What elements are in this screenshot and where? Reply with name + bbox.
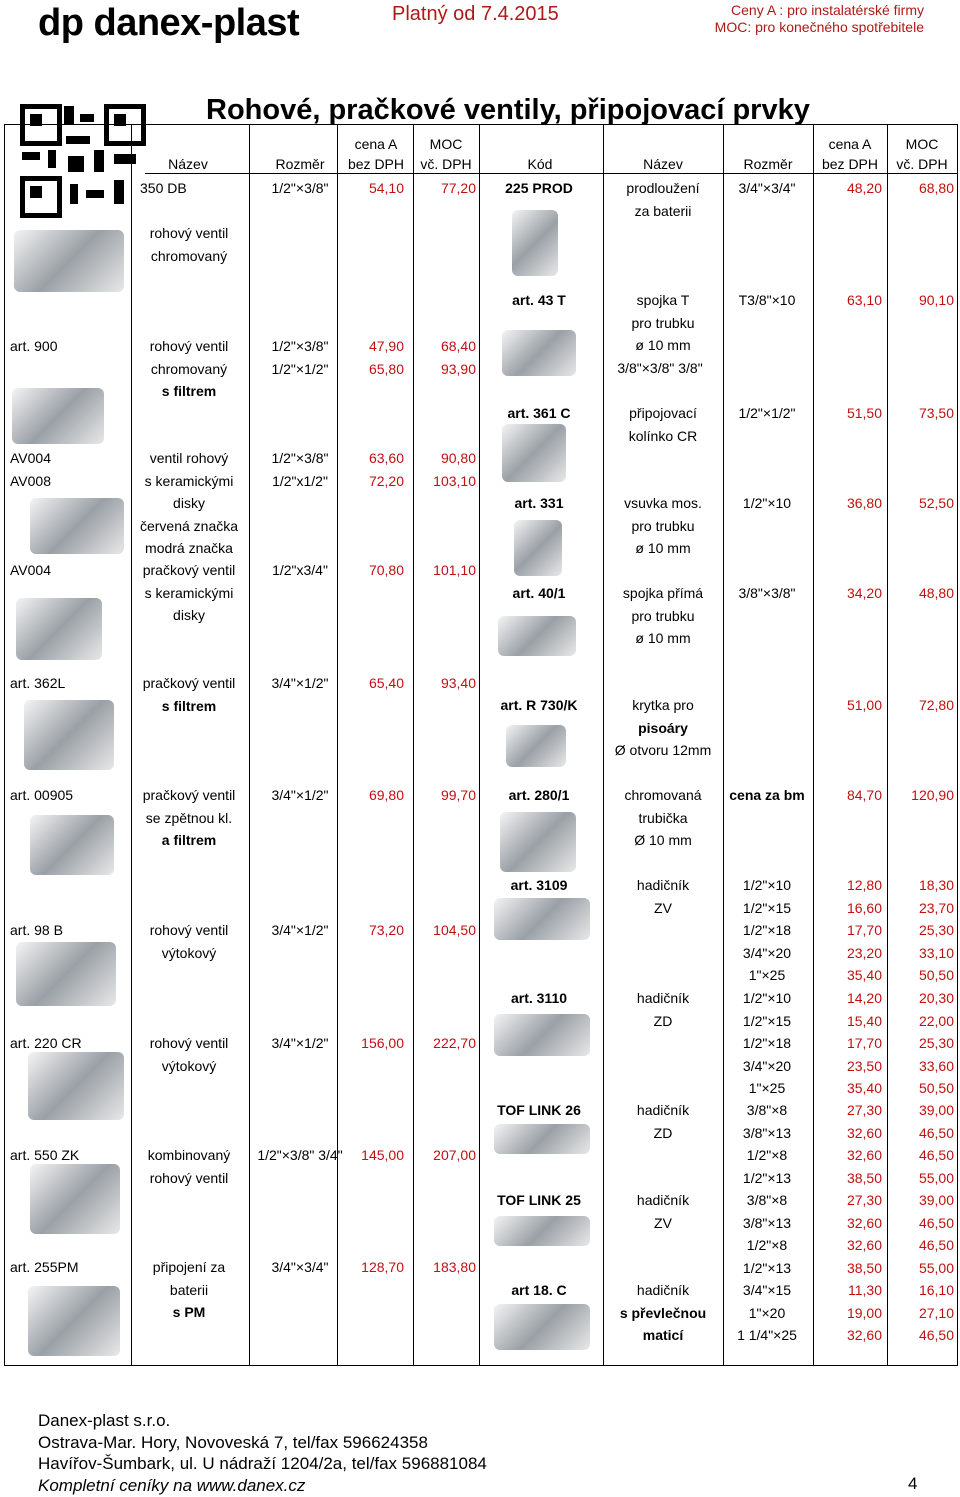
product-name: pro trubku [631, 314, 695, 331]
product-name: kolínko CR [628, 427, 698, 444]
product-size: 1/2"x3/4" [272, 562, 328, 578]
price-a: 47,90 [368, 338, 404, 354]
product-size: 3/4"×1/2" [271, 1035, 329, 1051]
product-name: rohový ventil [149, 922, 229, 938]
product-name: připojovací [629, 405, 697, 421]
product-name: Ø otvoru 12mm [614, 742, 712, 758]
product-photo [500, 812, 576, 872]
price-a: 35,40 [846, 967, 882, 983]
product-name: trubička [638, 809, 688, 826]
price-a: 156,00 [361, 1035, 404, 1051]
product-code: art. 361 C [507, 405, 571, 421]
product-size: 3/4"×1/2" [271, 675, 329, 691]
price-moc: 22,00 [918, 1012, 954, 1029]
page-number: 4 [908, 1474, 918, 1493]
product-name: spojka T [636, 292, 690, 308]
price-moc: 46,50 [918, 1327, 954, 1343]
product-size: 3/4"×1/2" [271, 787, 329, 803]
price-moc: 222,70 [433, 1035, 476, 1051]
product-name: chromovaný [150, 360, 228, 377]
product-name: červená značka [139, 517, 239, 534]
price-a: 73,20 [368, 922, 404, 938]
product-code: art 18. C [511, 1282, 567, 1298]
price-a: 51,50 [846, 405, 882, 421]
product-name: ventil rohový [149, 450, 229, 466]
col-nazev-left: Název [168, 156, 208, 172]
product-name: modrá značka [145, 540, 233, 556]
price-a: 145,00 [361, 1147, 404, 1163]
product-size: 3/4"×3/4" [271, 1259, 329, 1275]
brand-title: dp danex-plast [38, 2, 300, 44]
product-code: art. 550 ZK [10, 1147, 80, 1163]
product-code: art. 255PM [10, 1259, 79, 1275]
price-moc: 39,00 [918, 1102, 954, 1118]
product-code: art. 40/1 [512, 585, 566, 601]
product-name: s keramickými [144, 584, 234, 601]
col-rozmer-right: Rozměr [743, 156, 793, 172]
product-photo [514, 520, 562, 576]
price-moc: 16,10 [918, 1282, 954, 1298]
product-code: 225 PROD [505, 180, 573, 196]
price-a: 54,10 [368, 180, 404, 196]
price-a: 15,40 [846, 1012, 882, 1029]
price-moc: 93,90 [440, 360, 476, 377]
price-a: 63,10 [846, 292, 882, 308]
price-a: 16,60 [846, 899, 882, 916]
product-code: AV008 [10, 472, 51, 489]
product-photo [494, 1304, 590, 1350]
product-code: art. 362L [10, 675, 66, 691]
product-name: pračkový ventil [142, 675, 236, 691]
product-name: s keramickými [144, 472, 234, 489]
price-moc: 46,50 [918, 1214, 954, 1231]
product-code: art. 3110 [510, 990, 568, 1006]
product-code: art. 43 T [512, 292, 566, 308]
product-name: pro trubku [631, 517, 695, 534]
price-a: 23,50 [846, 1057, 882, 1074]
product-name: výtokový [161, 944, 217, 961]
price-a: 17,70 [846, 922, 882, 938]
price-note-a: Ceny A : pro instalatérské firmy [731, 2, 924, 18]
price-a: 35,40 [846, 1080, 882, 1096]
product-size: 1/2"×1/2" [738, 405, 796, 421]
product-size: 3/4"×3/4" [738, 180, 796, 196]
product-photo [506, 725, 566, 767]
price-note-moc: MOC: pro konečného spotřebitele [714, 19, 924, 35]
product-name: za baterii [634, 202, 692, 219]
price-a: 19,00 [846, 1304, 882, 1321]
price-moc: 46,50 [918, 1147, 954, 1163]
price-moc: 25,30 [918, 1035, 954, 1051]
product-photo [494, 1014, 590, 1056]
price-a: 38,50 [846, 1169, 882, 1186]
price-moc: 39,00 [918, 1192, 954, 1208]
product-size: 1"×25 [748, 967, 786, 983]
price-a: 70,80 [368, 562, 404, 578]
price-moc: 103,10 [433, 472, 476, 489]
price-a: 32,60 [846, 1214, 882, 1231]
product-name: pračkový ventil [142, 787, 236, 803]
product-photo [512, 210, 558, 276]
product-name: ZV [654, 899, 672, 916]
product-name: ø 10 mm [635, 630, 691, 646]
price-a: 23,20 [846, 944, 882, 961]
product-name: vsuvka mos. [624, 495, 702, 511]
product-name: maticí [642, 1327, 684, 1343]
price-a: 12,80 [846, 877, 882, 893]
product-name: rohový ventil [149, 338, 229, 354]
product-photo [30, 498, 124, 554]
product-name: pračkový ventil [142, 562, 236, 578]
product-name: pisoáry [638, 719, 688, 736]
price-moc: 93,40 [440, 675, 476, 691]
product-name: prodloužení [626, 180, 700, 196]
product-code: AV004 [10, 562, 51, 578]
price-a: 84,70 [846, 787, 882, 803]
product-code: art. 00905 [10, 787, 74, 803]
footer-company: Danex-plast s.r.o. [38, 1411, 171, 1430]
col-kod: Kód [527, 156, 553, 172]
price-moc: 33,60 [918, 1057, 954, 1074]
col-bezdph-left: bez DPH [347, 156, 405, 172]
product-size: 1/2"×10 [742, 495, 792, 511]
product-code: art. 900 [10, 338, 58, 354]
product-size: 1/2"×3/8" [271, 180, 329, 196]
footer-web: Kompletní ceníky na www.danex.cz [38, 1476, 306, 1495]
product-name: ZV [654, 1214, 672, 1231]
product-size: 1/2"×8 [746, 1237, 788, 1253]
product-size: 3/4"×15 [742, 1282, 792, 1298]
price-moc: 99,70 [440, 787, 476, 803]
price-moc: 50,50 [918, 967, 954, 983]
product-name: výtokový [161, 1057, 217, 1074]
price-moc: 90,80 [440, 450, 476, 466]
price-a: 27,30 [846, 1192, 882, 1208]
price-a: 38,50 [846, 1259, 882, 1276]
price-moc: 120,90 [911, 787, 954, 803]
product-name: ZD [653, 1124, 673, 1141]
product-size: 3/8"×8 [746, 1192, 788, 1208]
price-moc: 207,00 [433, 1147, 476, 1163]
product-photo [494, 1216, 590, 1246]
page-title: Rohové, pračkové ventily, připojovací prvky [206, 94, 810, 126]
price-a: 11,30 [848, 1282, 882, 1298]
product-size: 1/2"×15 [742, 899, 792, 916]
price-moc: 33,10 [918, 944, 954, 961]
col-rozmer-left: Rozměr [275, 156, 325, 172]
col-cena-left: cena A [354, 136, 398, 152]
price-moc: 101,10 [433, 562, 476, 578]
price-a: 32,60 [846, 1237, 882, 1253]
price-moc: 18,30 [918, 877, 954, 893]
product-size: 1/2"×3/8" [271, 338, 329, 354]
product-size: 1"×25 [748, 1080, 786, 1096]
product-size: 3/8"×13 [742, 1124, 792, 1141]
col-bezdph-right: bez DPH [821, 156, 879, 172]
product-name: Ø 10 mm [634, 832, 692, 848]
price-a: 72,20 [368, 472, 404, 489]
price-a: 48,20 [846, 180, 882, 196]
product-photo [498, 616, 576, 656]
product-size: 3/4"×20 [742, 1057, 792, 1074]
price-a: 32,60 [846, 1124, 882, 1141]
price-moc: 23,70 [918, 899, 954, 916]
valid-date: Platný od 7.4.2015 [392, 3, 559, 25]
price-moc: 25,30 [918, 922, 954, 938]
product-code: art. 220 CR [10, 1035, 82, 1051]
product-size: 1/2"x1/2" [272, 472, 328, 489]
product-name: hadičník [636, 1282, 690, 1298]
price-a: 128,70 [361, 1259, 404, 1275]
product-name: chromovaná [624, 787, 702, 803]
product-size: 3/8"×3/8" [738, 585, 796, 601]
product-size: T3/8"×10 [738, 292, 796, 308]
col-cena-right: cena A [828, 136, 872, 152]
product-name: ø 10 mm [635, 540, 691, 556]
price-moc: 90,10 [918, 292, 954, 308]
product-size: 1/2"×15 [742, 1012, 792, 1029]
product-photo [494, 1124, 590, 1154]
product-code: AV004 [10, 450, 51, 466]
product-size: 1/2"×18 [742, 1035, 792, 1051]
product-size: 1/2"×8 [746, 1147, 788, 1163]
product-size: 1/2"×13 [742, 1169, 792, 1186]
product-size: 1/2"×3/8" 3/4" [257, 1147, 343, 1163]
product-name: baterii [169, 1281, 209, 1298]
price-moc: 55,00 [918, 1259, 954, 1276]
price-moc: 46,50 [918, 1124, 954, 1141]
product-name: pro trubku [631, 607, 695, 624]
price-moc: 50,50 [918, 1080, 954, 1096]
price-a: 32,60 [846, 1327, 882, 1343]
product-code: art. R 730/K [500, 697, 578, 713]
product-code: art. 280/1 [508, 787, 570, 803]
col-moc-right: MOC [905, 136, 939, 152]
product-name: disky [173, 495, 205, 511]
product-name: krytka pro [632, 697, 694, 713]
footer-address-2: Havířov-Šumbark, ul. U nádraží 1204/2a, tel/fax 596881084 [38, 1454, 487, 1473]
product-name: rohový ventil [149, 225, 229, 241]
product-size: 1 1/4"×25 [737, 1327, 797, 1343]
product-name: rohový ventil [149, 1035, 229, 1051]
product-size: 1/2"×3/8" [271, 450, 329, 466]
product-code: 350 DB [140, 180, 187, 196]
col-vcdph-left: vč. DPH [420, 156, 472, 172]
product-size: 3/4"×1/2" [271, 922, 329, 938]
price-moc: 46,50 [918, 1237, 954, 1253]
product-photo [16, 598, 102, 660]
product-name: připojení za [152, 1259, 226, 1275]
product-size: 1/2"×1/2" [271, 360, 329, 377]
price-moc: 72,80 [918, 697, 954, 713]
product-name: se zpětnou kl. [145, 809, 233, 826]
product-name: hadičník [636, 877, 690, 893]
price-moc: 183,80 [433, 1259, 476, 1275]
price-a: 65,80 [368, 360, 404, 377]
product-photo [502, 330, 576, 376]
product-size: cena za bm [729, 787, 805, 803]
product-size: 3/8"×8 [746, 1102, 788, 1118]
price-moc: 68,40 [440, 338, 476, 354]
product-name: hadičník [636, 1192, 690, 1208]
product-photo [24, 700, 114, 770]
product-name: 3/8"×3/8" 3/8" [617, 359, 703, 376]
price-moc: 48,80 [918, 585, 954, 601]
product-size: 1/2"×13 [742, 1259, 792, 1276]
product-size: 1/2"×10 [742, 877, 792, 893]
product-name: s převlečnou [619, 1304, 707, 1321]
product-size: 1/2"×18 [742, 922, 792, 938]
product-name: ø 10 mm [635, 337, 691, 353]
product-photo [16, 942, 116, 1006]
price-a: 27,30 [846, 1102, 882, 1118]
price-moc: 52,50 [918, 495, 954, 511]
col-vcdph-right: vč. DPH [896, 156, 948, 172]
product-name: kombinovaný [147, 1147, 231, 1163]
footer-address-1: Ostrava-Mar. Hory, Novoveská 7, tel/fax 596624358 [38, 1433, 428, 1452]
price-a: 69,80 [368, 787, 404, 803]
product-photo [28, 1286, 120, 1356]
product-code: art. 331 [514, 495, 564, 511]
price-a: 17,70 [846, 1035, 882, 1051]
price-a: 51,00 [846, 697, 882, 713]
product-code: TOF LINK 26 [497, 1102, 581, 1118]
product-name: hadičník [636, 1102, 690, 1118]
price-a: 32,60 [846, 1147, 882, 1163]
product-photo [502, 424, 566, 482]
price-moc: 55,00 [918, 1169, 954, 1186]
price-a: 65,40 [368, 675, 404, 691]
product-photo [494, 898, 590, 940]
product-photo [30, 1164, 120, 1234]
product-code: TOF LINK 25 [497, 1192, 581, 1208]
product-code: art. 3109 [510, 877, 568, 893]
price-a: 63,60 [368, 450, 404, 466]
price-a: 34,20 [846, 585, 882, 601]
col-moc-left: MOC [429, 136, 463, 152]
product-name: hadičník [636, 990, 690, 1006]
product-name: a filtrem [161, 832, 217, 848]
price-moc: 68,80 [918, 180, 954, 196]
product-photo [12, 388, 104, 444]
product-size: 3/4"×20 [742, 944, 792, 961]
product-name: s filtrem [161, 383, 217, 399]
price-a: 14,20 [846, 990, 882, 1006]
price-moc: 77,20 [440, 180, 476, 196]
product-name: chromovaný [150, 247, 228, 264]
product-name: disky [173, 607, 205, 623]
price-moc: 20,30 [918, 990, 954, 1006]
price-moc: 27,10 [918, 1304, 954, 1321]
product-size: 3/8"×13 [742, 1214, 792, 1231]
product-name: rohový ventil [149, 1169, 229, 1186]
product-size: 1/2"×10 [742, 990, 792, 1006]
product-name: ZD [653, 1012, 673, 1029]
product-photo [14, 230, 124, 292]
product-name: s filtrem [161, 697, 217, 714]
product-size: 1"×20 [748, 1304, 786, 1321]
product-photo [28, 1052, 124, 1120]
product-name: s PM [172, 1304, 206, 1320]
product-code: art. 98 B [10, 922, 63, 938]
product-photo [30, 815, 114, 875]
product-name: spojka přímá [622, 585, 704, 601]
col-nazev-right: Název [643, 156, 683, 172]
price-a: 36,80 [846, 495, 882, 511]
price-moc: 104,50 [433, 922, 476, 938]
price-moc: 73,50 [918, 405, 954, 421]
